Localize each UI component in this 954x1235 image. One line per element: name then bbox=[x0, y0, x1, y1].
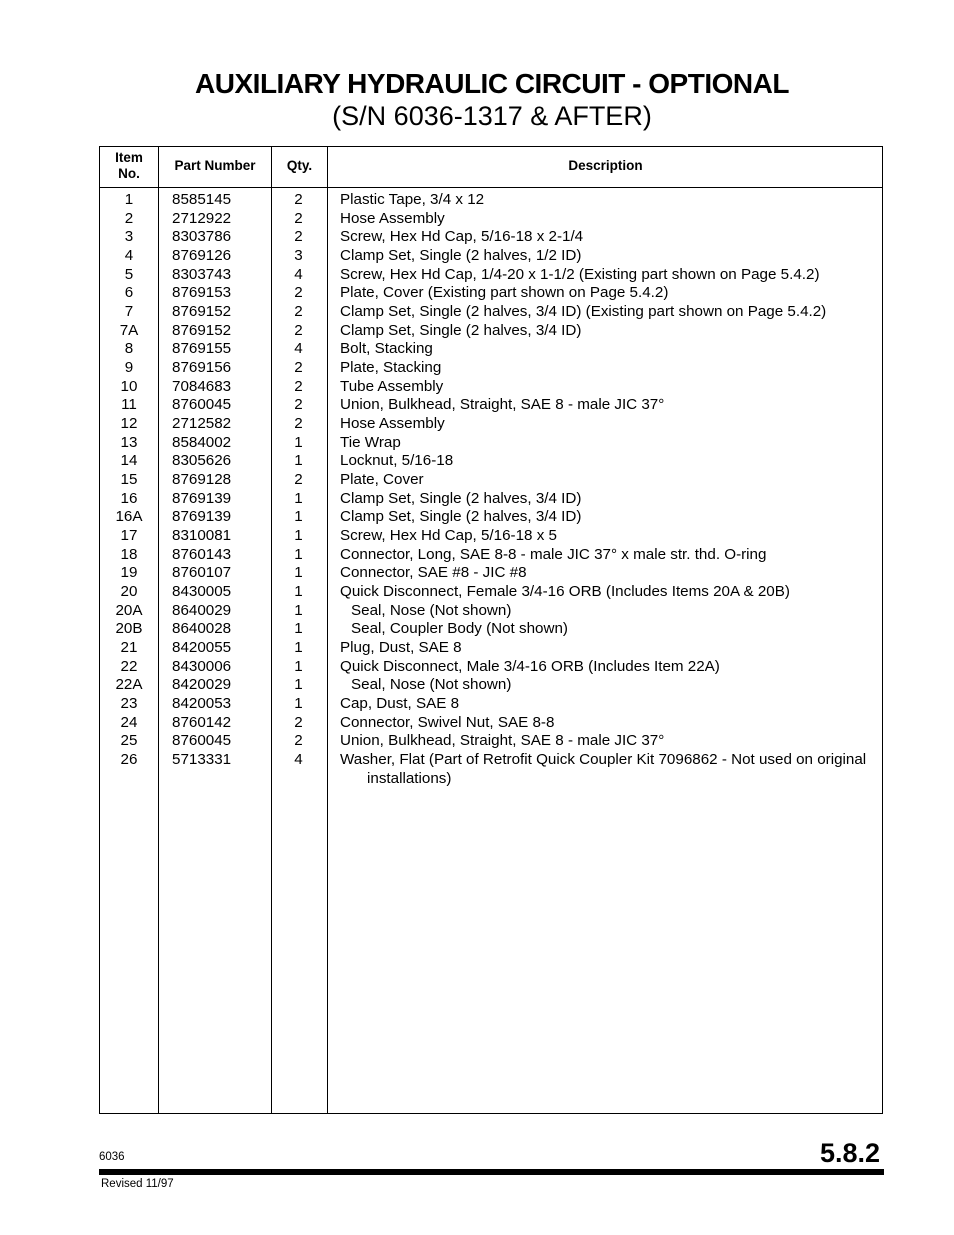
description-text: Tie Wrap bbox=[340, 433, 401, 451]
description-text: Quick Disconnect, Female 3/4-16 ORB (Includes Items 20A & 20B) bbox=[340, 583, 790, 601]
description bbox=[340, 546, 880, 565]
table-row bbox=[100, 620, 882, 639]
description bbox=[340, 415, 880, 434]
part-number: 8303786 bbox=[172, 228, 232, 246]
quantity: 1 bbox=[294, 601, 303, 619]
item-number: 3 bbox=[124, 228, 134, 246]
description-text: Clamp Set, Single (2 halves, 3/4 ID) bbox=[340, 508, 582, 526]
part-number: 8585145 bbox=[172, 191, 232, 208]
quantity: 1 bbox=[294, 583, 303, 601]
item-number: 8 bbox=[124, 340, 134, 358]
description-text: Seal, Nose (Not shown) bbox=[351, 676, 512, 694]
parts-table bbox=[99, 146, 883, 1114]
quantity: 1 bbox=[294, 695, 303, 713]
description-text: Locknut, 5/16-18 bbox=[340, 452, 454, 470]
description bbox=[340, 247, 880, 266]
description bbox=[340, 583, 880, 602]
part-number: 8640028 bbox=[172, 620, 232, 638]
item-number: 25 bbox=[120, 732, 138, 750]
quantity: 4 bbox=[294, 265, 303, 283]
description-text: Hose Assembly bbox=[340, 415, 445, 433]
description bbox=[340, 508, 880, 527]
revised-date: Revised 11/97 bbox=[101, 1178, 174, 1190]
part-number: 8769126 bbox=[172, 247, 232, 265]
quantity: 2 bbox=[294, 396, 303, 414]
quantity: 4 bbox=[294, 751, 303, 769]
item-number: 10 bbox=[120, 377, 138, 395]
part-number: 8769155 bbox=[172, 340, 232, 358]
description bbox=[340, 322, 880, 341]
quantity: 1 bbox=[294, 433, 303, 451]
table-row bbox=[100, 602, 882, 621]
quantity: 1 bbox=[294, 527, 303, 545]
item-number: 4 bbox=[124, 247, 134, 265]
header-part-number: Part Number bbox=[174, 158, 256, 173]
table-row bbox=[100, 751, 882, 788]
quantity: 2 bbox=[294, 471, 303, 489]
description-continuation: installations) bbox=[367, 769, 452, 787]
item-number: 19 bbox=[120, 564, 138, 582]
quantity: 2 bbox=[294, 284, 303, 302]
item-number: 11 bbox=[121, 396, 137, 414]
description bbox=[340, 732, 880, 751]
header-qty: Qty. bbox=[286, 158, 313, 173]
description-text: Clamp Set, Single (2 halves, 1/2 ID) bbox=[340, 247, 582, 265]
item-number: 5 bbox=[124, 265, 134, 283]
table-row bbox=[100, 247, 882, 266]
item-number: 7 bbox=[124, 303, 134, 321]
description bbox=[340, 284, 880, 303]
item-number: 13 bbox=[120, 433, 138, 451]
description-text: Cap, Dust, SAE 8 bbox=[340, 695, 460, 713]
table-row bbox=[100, 210, 882, 229]
quantity: 1 bbox=[294, 508, 303, 526]
table-row bbox=[100, 303, 882, 322]
item-number: 21 bbox=[120, 639, 138, 657]
part-number: 8430006 bbox=[172, 657, 232, 675]
item-number: 14 bbox=[120, 452, 138, 470]
header-item-no bbox=[100, 150, 158, 182]
description bbox=[340, 396, 880, 415]
item-number: 26 bbox=[120, 751, 138, 769]
part-number: 8769139 bbox=[172, 508, 232, 526]
table-row bbox=[100, 490, 882, 509]
page-subtitle: (S/N 6036-1317 & AFTER) bbox=[332, 101, 652, 131]
quantity: 2 bbox=[294, 359, 303, 377]
header-description: Description bbox=[568, 158, 643, 173]
item-number: 16 bbox=[120, 489, 138, 507]
description bbox=[340, 266, 880, 285]
quantity: 1 bbox=[294, 545, 303, 563]
description-text: Plate, Stacking bbox=[340, 359, 442, 377]
part-number: 2712922 bbox=[172, 209, 232, 227]
quantity: 1 bbox=[294, 657, 303, 675]
description bbox=[340, 676, 880, 695]
description-text: Screw, Hex Hd Cap, 1/4-20 x 1-1/2 (Existing part shown on Page 5.4.2) bbox=[340, 265, 820, 283]
table-header bbox=[100, 147, 882, 188]
quantity: 2 bbox=[294, 321, 303, 339]
table-row bbox=[100, 695, 882, 714]
description-text: Union, Bulkhead, Straight, SAE 8 - male JIC 37° bbox=[340, 396, 665, 414]
description bbox=[340, 527, 880, 546]
table-row bbox=[100, 452, 882, 471]
description-text: Plate, Cover bbox=[340, 471, 424, 489]
description bbox=[340, 564, 880, 583]
part-number: 8430005 bbox=[172, 583, 232, 601]
description bbox=[340, 751, 880, 788]
table-row bbox=[100, 322, 882, 341]
description bbox=[340, 639, 880, 658]
quantity: 1 bbox=[294, 620, 303, 638]
quantity: 2 bbox=[294, 377, 303, 395]
description-text: Tube Assembly bbox=[340, 377, 444, 395]
description bbox=[340, 359, 880, 378]
item-number: 12 bbox=[120, 415, 138, 433]
description-text: Screw, Hex Hd Cap, 5/16-18 x 5 bbox=[340, 527, 557, 545]
quantity: 3 bbox=[294, 247, 303, 265]
table-row bbox=[100, 508, 882, 527]
quantity: 2 bbox=[294, 228, 303, 246]
description bbox=[340, 714, 880, 733]
part-number: 5713331 bbox=[172, 751, 232, 769]
description-text: Bolt, Stacking bbox=[340, 340, 433, 358]
table-row bbox=[100, 284, 882, 303]
part-number: 8760107 bbox=[172, 564, 232, 582]
table-row bbox=[100, 658, 882, 677]
part-number: 8584002 bbox=[172, 433, 232, 451]
quantity: 1 bbox=[294, 489, 303, 507]
table-row bbox=[100, 732, 882, 751]
description bbox=[340, 452, 880, 471]
table-row bbox=[100, 340, 882, 359]
description-text: Clamp Set, Single (2 halves, 3/4 ID) (Existing part shown on Page 5.4.2) bbox=[340, 303, 827, 321]
table-row bbox=[100, 639, 882, 658]
item-number: 20 bbox=[120, 583, 138, 601]
quantity: 2 bbox=[294, 303, 303, 321]
part-number: 8760142 bbox=[172, 713, 232, 731]
table-row bbox=[100, 191, 882, 210]
part-number: 8769139 bbox=[172, 489, 232, 507]
table-body bbox=[100, 191, 882, 789]
table-row bbox=[100, 546, 882, 565]
description bbox=[340, 340, 880, 359]
item-number: 23 bbox=[120, 695, 138, 713]
description-text: Seal, Coupler Body (Not shown) bbox=[351, 620, 568, 638]
item-number: 18 bbox=[120, 545, 138, 563]
table-row bbox=[100, 378, 882, 397]
description-text: Connector, Swivel Nut, SAE 8-8 bbox=[340, 713, 555, 731]
section-number: 5.8.2 bbox=[819, 1138, 880, 1168]
item-number: 9 bbox=[124, 359, 134, 377]
item-number: 22A bbox=[115, 676, 143, 694]
table-row bbox=[100, 359, 882, 378]
description bbox=[340, 490, 880, 509]
description bbox=[340, 471, 880, 490]
quantity: 2 bbox=[294, 732, 303, 750]
item-number: 17 bbox=[120, 527, 138, 545]
table-row bbox=[100, 527, 882, 546]
description-text: Seal, Nose (Not shown) bbox=[351, 601, 512, 619]
description-text: Connector, SAE #8 - JIC #8 bbox=[340, 564, 527, 582]
item-number: 7A bbox=[119, 321, 139, 339]
quantity: 1 bbox=[294, 676, 303, 694]
part-number: 8769153 bbox=[172, 284, 232, 302]
item-number: 20B bbox=[115, 620, 143, 638]
table-row bbox=[100, 228, 882, 247]
description-text: Clamp Set, Single (2 halves, 3/4 ID) bbox=[340, 489, 582, 507]
item-number: 2 bbox=[124, 209, 134, 227]
description bbox=[340, 602, 880, 621]
description bbox=[340, 434, 880, 453]
table-row bbox=[100, 266, 882, 285]
description bbox=[340, 210, 880, 229]
description-text: Plastic Tape, 3/4 x 12 bbox=[340, 191, 485, 208]
description-text: Quick Disconnect, Male 3/4-16 ORB (Includes Item 22A) bbox=[340, 657, 720, 675]
part-number: 8760045 bbox=[172, 732, 232, 750]
table-row bbox=[100, 583, 882, 602]
item-number: 6 bbox=[124, 284, 134, 302]
part-number: 7084683 bbox=[172, 377, 232, 395]
description-text: Plug, Dust, SAE 8 bbox=[340, 639, 462, 657]
description bbox=[340, 695, 880, 714]
quantity: 2 bbox=[294, 209, 303, 227]
model-number: 6036 bbox=[99, 1151, 125, 1163]
description bbox=[340, 228, 880, 247]
quantity: 4 bbox=[294, 340, 303, 358]
item-number: 20A bbox=[115, 601, 143, 619]
part-number: 8769152 bbox=[172, 321, 232, 339]
part-number: 8760143 bbox=[172, 545, 232, 563]
part-number: 8640029 bbox=[172, 601, 232, 619]
description-text: Hose Assembly bbox=[340, 209, 445, 227]
description bbox=[340, 620, 880, 639]
part-number: 8420053 bbox=[172, 695, 232, 713]
part-number: 8420029 bbox=[172, 676, 232, 694]
description bbox=[340, 303, 880, 322]
description-text: Washer, Flat (Part of Retrofit Quick Coupler Kit 7096862 - Not used on original bbox=[340, 751, 867, 769]
item-number: 16A bbox=[115, 508, 143, 526]
description-text: Screw, Hex Hd Cap, 5/16-18 x 2-1/4 bbox=[340, 228, 584, 246]
description-text: Union, Bulkhead, Straight, SAE 8 - male JIC 37° bbox=[340, 732, 665, 750]
table-row bbox=[100, 564, 882, 583]
quantity: 1 bbox=[294, 452, 303, 470]
quantity: 2 bbox=[294, 191, 303, 208]
item-number: 15 bbox=[120, 471, 138, 489]
part-number: 8769156 bbox=[172, 359, 232, 377]
header-item-line1: Item bbox=[115, 150, 143, 165]
table-row bbox=[100, 396, 882, 415]
quantity: 2 bbox=[294, 713, 303, 731]
part-number: 8305626 bbox=[172, 452, 232, 470]
page-title: AUXILIARY HYDRAULIC CIRCUIT - OPTIONAL bbox=[195, 68, 789, 99]
description bbox=[340, 658, 880, 677]
quantity: 1 bbox=[294, 639, 303, 657]
part-number: 2712582 bbox=[172, 415, 232, 433]
table-row bbox=[100, 714, 882, 733]
part-number: 8769128 bbox=[172, 471, 232, 489]
quantity: 2 bbox=[294, 415, 303, 433]
part-number: 8303743 bbox=[172, 265, 232, 283]
table-row bbox=[100, 434, 882, 453]
description bbox=[340, 378, 880, 397]
part-number: 8760045 bbox=[172, 396, 232, 414]
description-text: Plate, Cover (Existing part shown on Page 5.4.2) bbox=[340, 284, 669, 302]
part-number: 8310081 bbox=[172, 527, 232, 545]
description bbox=[340, 191, 880, 210]
table-row bbox=[100, 471, 882, 490]
footer-rule bbox=[99, 1169, 884, 1175]
item-number: 22 bbox=[120, 657, 138, 675]
description-text: Clamp Set, Single (2 halves, 3/4 ID) bbox=[340, 321, 582, 339]
part-number: 8769152 bbox=[172, 303, 232, 321]
item-number: 1 bbox=[124, 191, 134, 208]
table-row bbox=[100, 415, 882, 434]
header-item-line2: No. bbox=[118, 166, 140, 181]
description-text: Connector, Long, SAE 8-8 - male JIC 37° x male str. thd. O-ring bbox=[340, 545, 767, 563]
item-number: 24 bbox=[120, 713, 138, 731]
table-row bbox=[100, 676, 882, 695]
part-number: 8420055 bbox=[172, 639, 232, 657]
quantity: 1 bbox=[294, 564, 303, 582]
